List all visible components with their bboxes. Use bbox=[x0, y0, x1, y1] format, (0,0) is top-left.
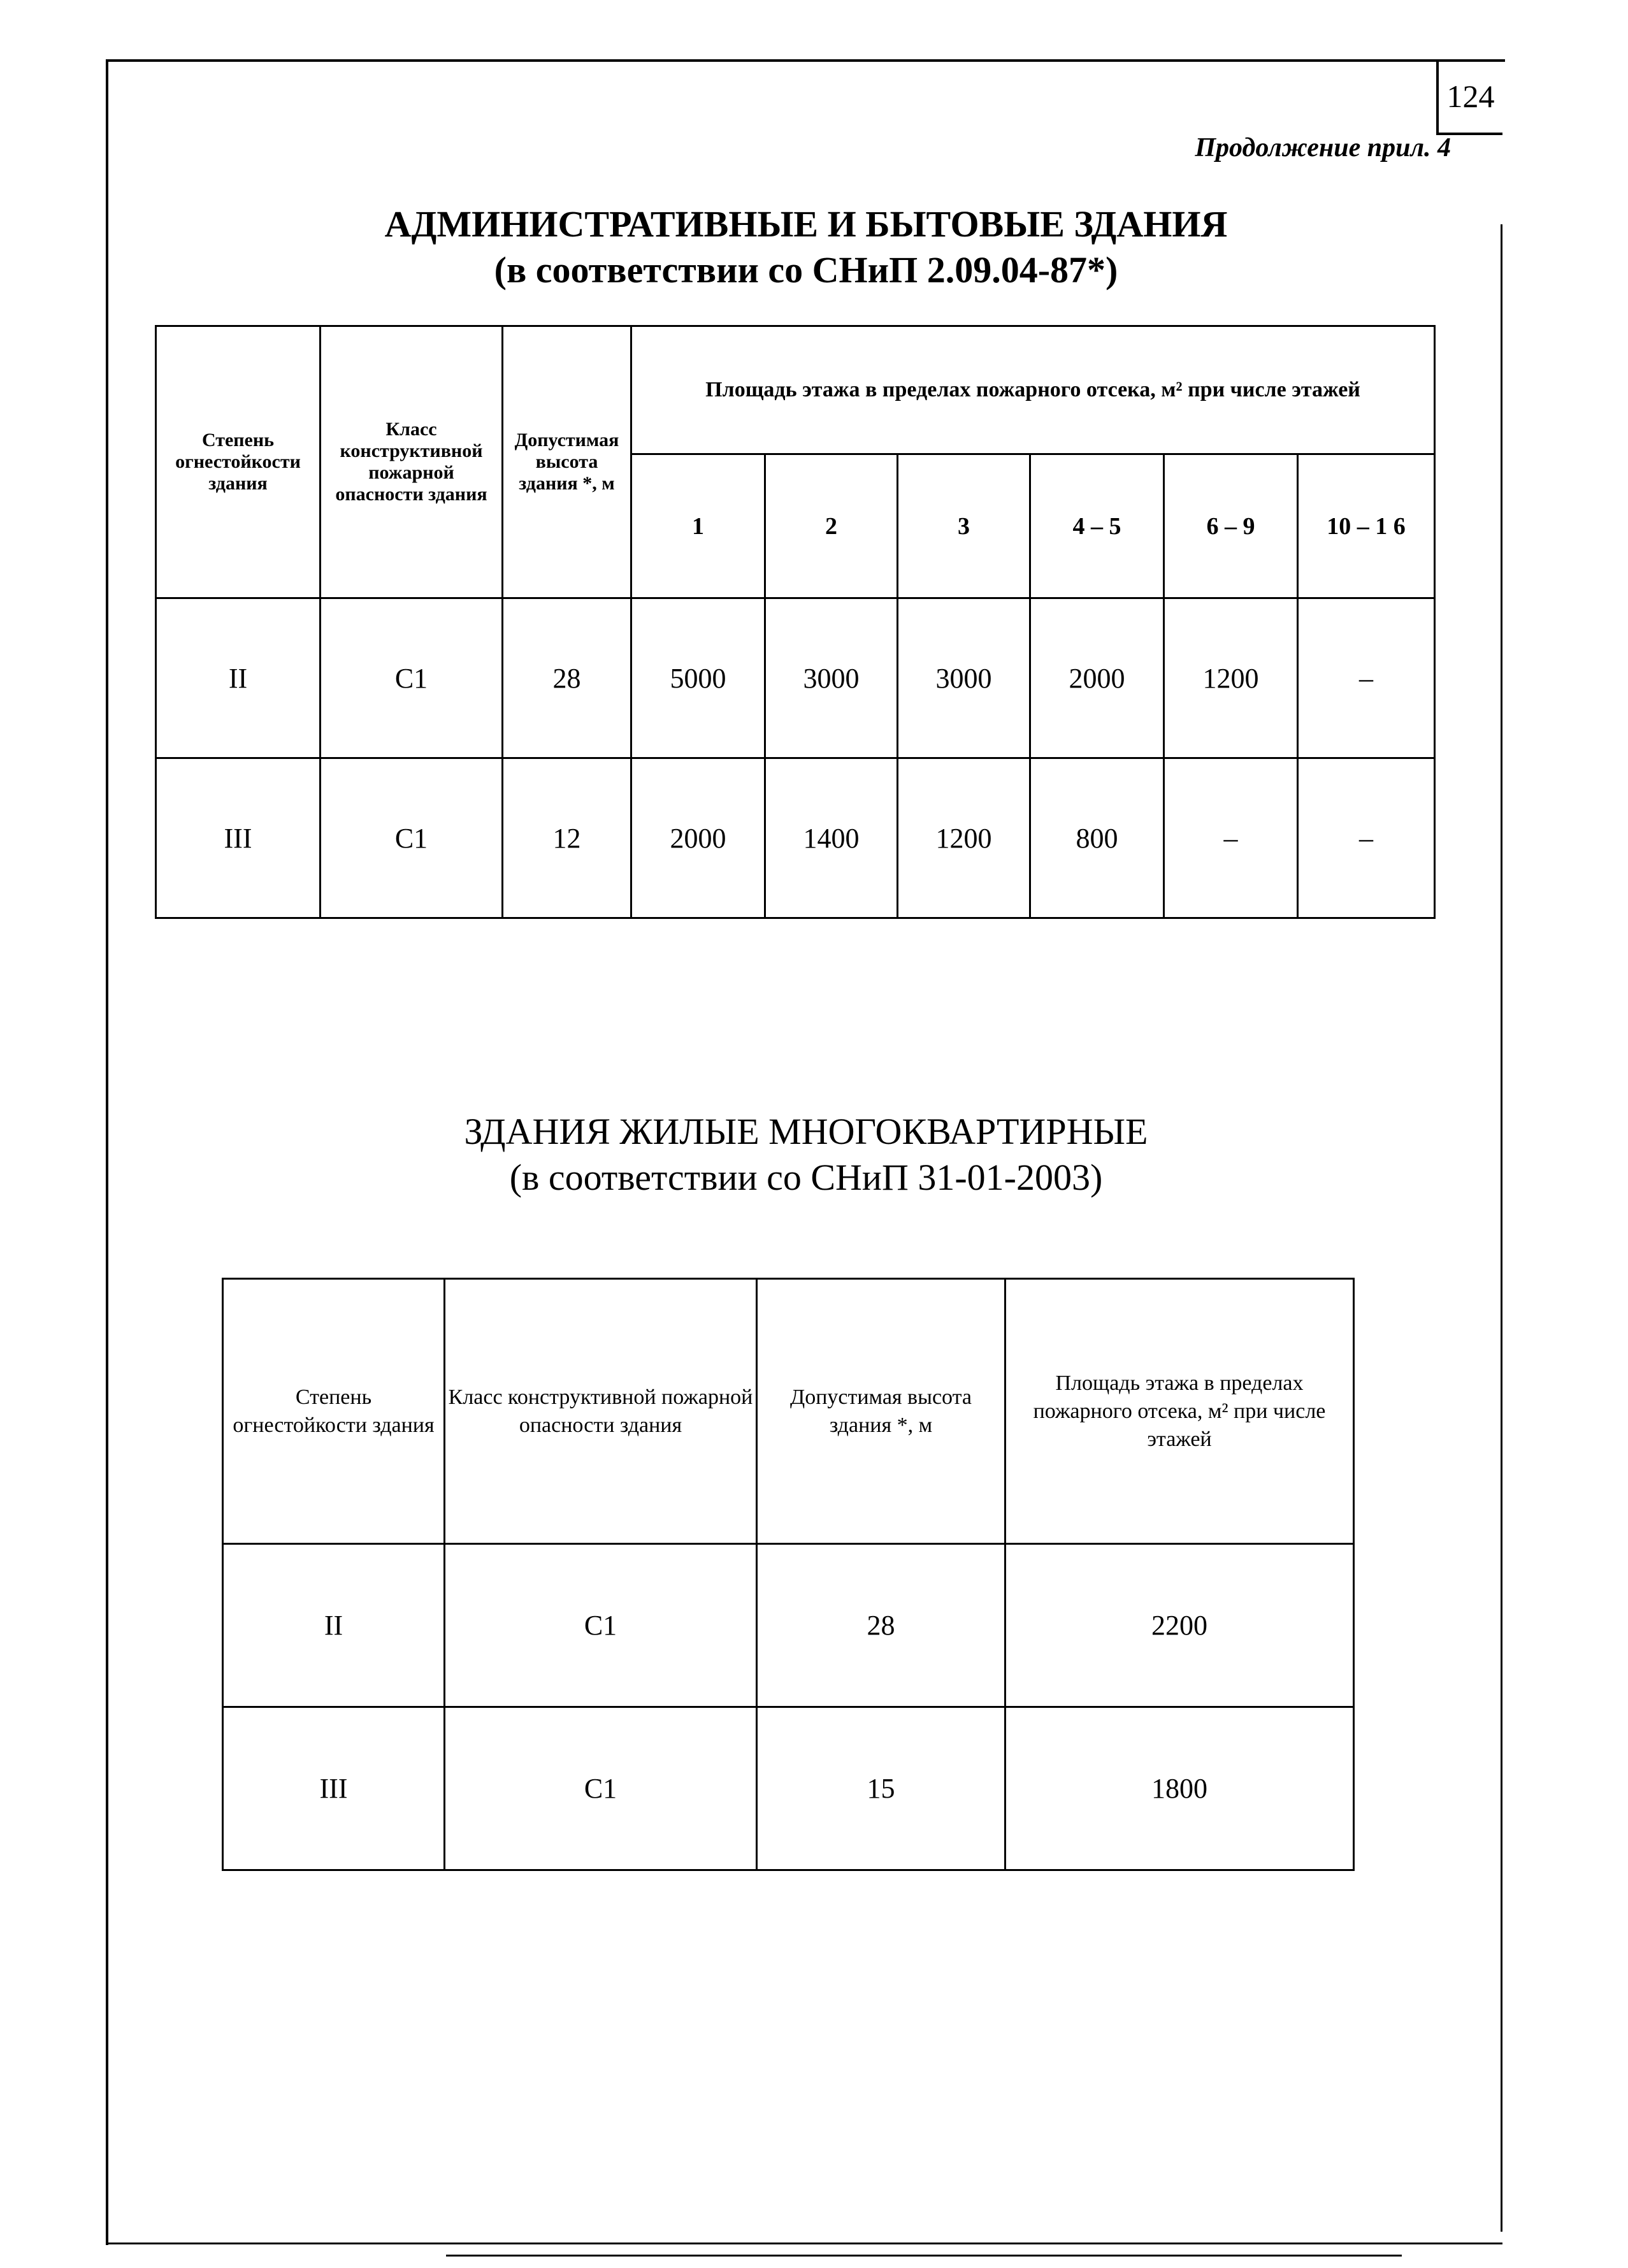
cell-degree: III bbox=[223, 1707, 445, 1870]
section1-title-line2: (в соответствии со СНиП 2.09.04-87*) bbox=[494, 249, 1118, 291]
cell-height: 12 bbox=[503, 758, 631, 918]
cell-area-2: 3000 bbox=[765, 598, 898, 758]
cell-area-10-16: – bbox=[1298, 598, 1435, 758]
cell-area-3: 3000 bbox=[898, 598, 1030, 758]
page-frame-top bbox=[107, 59, 1505, 62]
header-floors-3: 3 bbox=[898, 454, 1030, 598]
cell-height: 28 bbox=[503, 598, 631, 758]
header-class: Класс конструктивной пожарной опасности здания bbox=[321, 326, 503, 598]
cell-area-1: 5000 bbox=[631, 598, 765, 758]
cell-class: С1 bbox=[445, 1544, 757, 1707]
table-row bbox=[223, 1544, 1354, 1707]
section1-title bbox=[115, 201, 1497, 293]
header-floors-1: 1 bbox=[631, 454, 765, 598]
cell-class: С1 bbox=[321, 598, 503, 758]
table-row bbox=[156, 758, 1435, 918]
cell-area-3: 1200 bbox=[898, 758, 1030, 918]
cell-area-4-5: 800 bbox=[1030, 758, 1164, 918]
header-height: Допустимая высота здания *, м bbox=[503, 326, 631, 598]
header-degree: Степень огнестойкости здания bbox=[156, 326, 321, 598]
admin-buildings-table bbox=[155, 325, 1436, 919]
cell-class: С1 bbox=[321, 758, 503, 918]
table-row bbox=[223, 1707, 1354, 1870]
header-degree: Степень огнестойкости здания bbox=[223, 1279, 445, 1544]
header-floors-6-9: 6 – 9 bbox=[1164, 454, 1298, 598]
cell-area-1: 2000 bbox=[631, 758, 765, 918]
page-frame-right bbox=[1501, 224, 1502, 2232]
cell-area-4-5: 2000 bbox=[1030, 598, 1164, 758]
cell-area: 2200 bbox=[1005, 1544, 1354, 1707]
cell-height: 15 bbox=[757, 1707, 1005, 1870]
page-frame-left bbox=[106, 59, 108, 2245]
cell-area-2: 1400 bbox=[765, 758, 898, 918]
page-frame-bottom bbox=[107, 2243, 1502, 2244]
cell-area: 1800 bbox=[1005, 1707, 1354, 1870]
cell-class: С1 bbox=[445, 1707, 757, 1870]
header-floors-10-16: 10 – 1 6 bbox=[1298, 454, 1435, 598]
header-floors-4-5: 4 – 5 bbox=[1030, 454, 1164, 598]
continuation-note: Продолжение прил. 4 bbox=[1195, 133, 1451, 163]
header-area: Площадь этажа в пределах пожарного отсека, м² при числе этажей bbox=[631, 326, 1435, 454]
header-class: Класс конструктивной пожарной опасности здания bbox=[445, 1279, 757, 1544]
section2-title bbox=[115, 1109, 1497, 1201]
section1-title-line1: АДМИНИСТРАТИВНЫЕ И БЫТОВЫЕ ЗДАНИЯ bbox=[384, 203, 1228, 245]
header-height: Допустимая высота здания *, м bbox=[757, 1279, 1005, 1544]
header-floors-2: 2 bbox=[765, 454, 898, 598]
page-frame-bottom-line bbox=[446, 2255, 1402, 2257]
cell-degree: II bbox=[223, 1544, 445, 1707]
cell-area-10-16: – bbox=[1298, 758, 1435, 918]
table-row bbox=[156, 598, 1435, 758]
cell-height: 28 bbox=[757, 1544, 1005, 1707]
cell-degree: II bbox=[156, 598, 321, 758]
residential-buildings-table bbox=[222, 1278, 1355, 1871]
cell-degree: III bbox=[156, 758, 321, 918]
section2-title-line1: ЗДАНИЯ ЖИЛЫЕ МНОГОКВАРТИРНЫЕ bbox=[464, 1111, 1148, 1152]
page-number bbox=[1436, 59, 1502, 135]
page-number-text: 124 bbox=[1446, 78, 1495, 114]
cell-area-6-9: – bbox=[1164, 758, 1298, 918]
cell-area-6-9: 1200 bbox=[1164, 598, 1298, 758]
section2-title-line2: (в соответствии со СНиП 31-01-2003) bbox=[509, 1157, 1103, 1198]
header-area: Площадь этажа в пределах пожарного отсека, м² при числе этажей bbox=[1005, 1279, 1354, 1544]
